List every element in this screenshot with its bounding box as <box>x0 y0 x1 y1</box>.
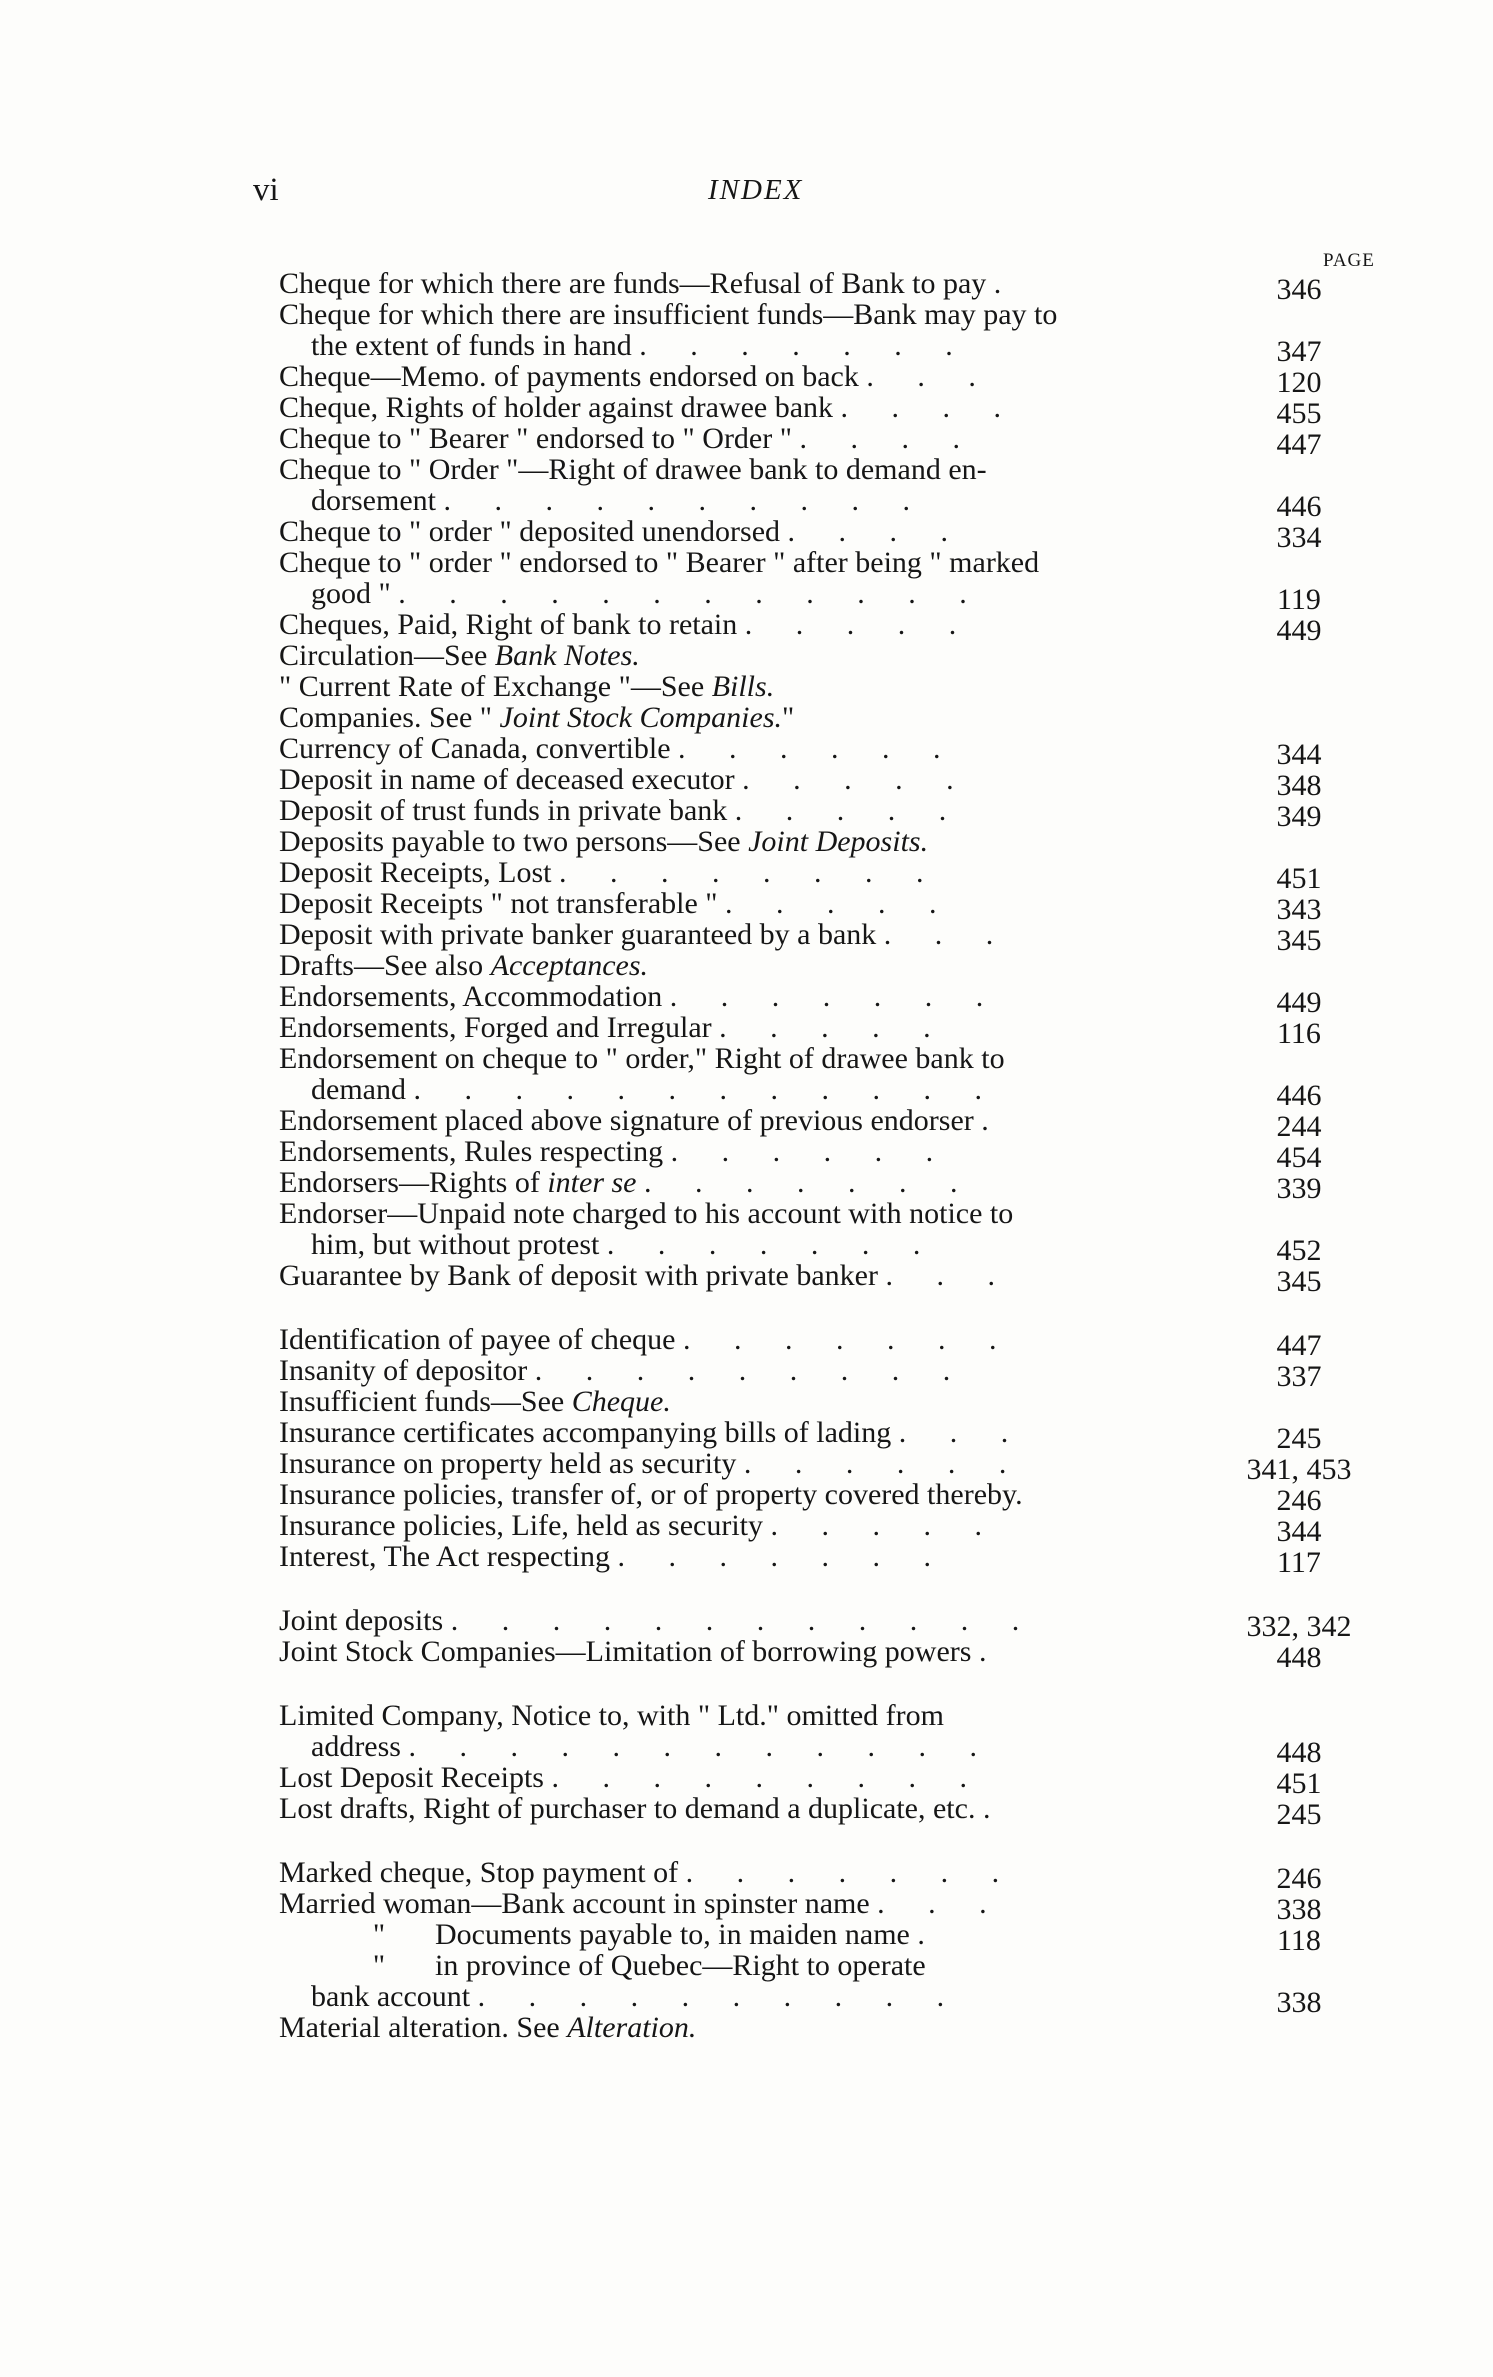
dot-leader: . . . . . <box>742 763 972 796</box>
entry-text <box>279 826 1209 857</box>
entry-heading <box>279 857 1209 888</box>
index-section <box>279 1323 1374 1579</box>
index-section <box>279 1857 1374 2043</box>
entry-label: Joint deposits <box>279 1604 444 1637</box>
index-section <box>279 267 1374 1298</box>
dot-leader: . <box>978 1635 1005 1668</box>
dot-leader: . . . <box>877 1887 1005 1920</box>
entry-text <box>279 1012 1209 1043</box>
index-entry <box>279 546 1374 616</box>
page-number: 447 <box>1276 428 1322 461</box>
entry-label: Endorsements, Forged and Irregular <box>279 1011 712 1044</box>
page-number: 346 <box>1276 273 1322 306</box>
entry-heading <box>279 1448 1209 1479</box>
entry-text <box>279 1762 1209 1793</box>
continuation-text: dorsement <box>311 484 436 517</box>
entry-heading <box>279 795 1209 826</box>
entry-text <box>279 733 1209 764</box>
index-entry <box>279 1166 1374 1205</box>
index-entry <box>279 422 1374 461</box>
entry-label: Cheques, Paid, Right of bank to retain <box>279 608 738 641</box>
index-entry <box>279 360 1374 399</box>
entry-text <box>279 764 1209 795</box>
page-number: 448 <box>1276 1736 1322 1769</box>
page-column-label: PAGE <box>1323 250 1375 271</box>
index-entry <box>279 671 1374 702</box>
entry-label: Companies. See " <box>279 701 500 734</box>
entry-text <box>279 1793 1209 1824</box>
index-entry <box>279 298 1374 368</box>
entry-heading <box>279 1479 1209 1510</box>
entry-label: Lost drafts, Right of purchaser to demand a duplicate, etc. <box>279 1792 976 1825</box>
entry-label: Cheque to " order " endorsed to " Bearer " after being " marked <box>279 546 1040 579</box>
index-entry <box>279 1949 1374 2019</box>
entry-heading <box>279 764 1209 795</box>
entry-label: Insurance on property held as security <box>279 1447 737 1480</box>
entry-heading <box>279 1105 1209 1136</box>
entry-text <box>279 1857 1209 1888</box>
entry-text <box>279 950 1209 981</box>
page-number: 117 <box>1277 1546 1321 1579</box>
entry-text <box>279 423 1209 454</box>
entry-heading <box>279 1950 1209 1981</box>
ditto-mark: " <box>372 1949 386 1982</box>
page-number: 347 <box>1276 335 1322 368</box>
entry-label: Endorsements, Rules respecting <box>279 1135 664 1168</box>
entry-heading <box>279 826 1209 857</box>
entry-label: Endorsement placed above signature of previous endorser <box>279 1104 974 1137</box>
entry-text <box>279 1700 1209 1762</box>
page-number: 348 <box>1276 769 1322 802</box>
entry-text <box>279 795 1209 826</box>
index-entry <box>279 1761 1374 1800</box>
entry-label: Insanity of depositor <box>279 1354 528 1387</box>
index-entry <box>279 1042 1374 1112</box>
index-entry <box>279 1135 1374 1174</box>
entry-label: Deposit Receipts, Lost <box>279 856 552 889</box>
entry-text <box>279 1136 1209 1167</box>
entry-label: Deposit in name of deceased executor <box>279 763 735 796</box>
dot-leader: . . . . . . . <box>606 1228 939 1261</box>
entry-heading <box>279 1386 1209 1417</box>
entry-heading <box>279 1417 1209 1448</box>
entry-label: Endorser—Unpaid note charged to his account with notice to <box>279 1197 1014 1230</box>
cross-reference: Alteration. <box>567 2011 697 2044</box>
entry-heading <box>279 299 1209 330</box>
entry-text <box>279 268 1209 299</box>
index-entry <box>279 856 1374 895</box>
entry-heading <box>279 950 1209 981</box>
page-number: 341, 453 <box>1246 1453 1352 1486</box>
dot-leader: . . . . . <box>725 887 955 920</box>
page-number: 246 <box>1276 1484 1322 1517</box>
entry-text <box>279 1510 1209 1541</box>
entry-text <box>279 702 1209 733</box>
continuation-text: him, but without protest <box>311 1228 600 1261</box>
entry-label: Deposit with private banker guaranteed by a bank <box>279 918 877 951</box>
dot-leader: . . . . <box>840 391 1020 424</box>
entry-label: Cheque to " order " deposited unendorsed <box>279 515 781 548</box>
index-entry <box>279 1918 1374 1957</box>
dot-leader: . <box>993 267 1020 300</box>
entry-label: Joint Stock Companies—Limitation of borrowing powers <box>279 1635 972 1668</box>
entry-text <box>279 1541 1209 1572</box>
entry-continuation <box>279 578 1209 609</box>
continuation-text: bank account <box>311 1980 471 2013</box>
dot-leader: . . . <box>885 1259 1013 1292</box>
entry-label: Endorsers—Rights of <box>279 1166 548 1199</box>
entry-heading <box>279 1355 1209 1386</box>
entry-heading <box>279 1167 1209 1198</box>
page-number: 245 <box>1276 1422 1322 1455</box>
page-number: 118 <box>1277 1924 1321 1957</box>
entry-continuation <box>279 485 1209 516</box>
page-number: 338 <box>1276 1893 1322 1926</box>
index-entry <box>279 608 1374 647</box>
dot-leader: . . . . . . . . . . . . <box>398 577 985 610</box>
index-entry <box>279 826 1374 857</box>
page-number: 446 <box>1276 1079 1322 1112</box>
entry-text <box>279 1167 1209 1198</box>
cross-reference: Acceptances. <box>490 949 649 982</box>
cross-reference: inter se <box>547 1166 637 1199</box>
entry-label: " Current Rate of Exchange "—See <box>279 670 712 703</box>
entry-text <box>279 547 1209 609</box>
entry-heading <box>279 1043 1209 1074</box>
dot-leader: . . . . . <box>719 1011 949 1044</box>
dot-leader: . . . <box>866 360 994 393</box>
index-entry <box>279 1386 1374 1417</box>
entry-text <box>279 1479 1209 1510</box>
page-number: 339 <box>1276 1172 1322 1205</box>
entry-heading <box>279 640 1209 671</box>
entry-label: in province of Quebec—Right to operate <box>435 1949 926 1982</box>
page-number: 454 <box>1276 1141 1322 1174</box>
page-number: 448 <box>1276 1641 1322 1674</box>
entry-text <box>279 671 1209 702</box>
index-section <box>279 1604 1374 1674</box>
entry-label: Cheque—Memo. of payments endorsed on back <box>279 360 859 393</box>
entry-heading <box>279 1919 1209 1950</box>
dot-leader: . <box>982 1792 1009 1825</box>
entry-label: Married woman—Bank account in spinster name <box>279 1887 870 1920</box>
index-entry <box>279 1197 1374 1267</box>
cross-reference: Joint Stock Companies. <box>499 701 782 734</box>
dot-leader: . . . . . . <box>670 1135 952 1168</box>
entry-label: Insufficient funds—See <box>279 1385 572 1418</box>
entry-label: Cheque to " Bearer " endorsed to " Order " <box>279 422 792 455</box>
entry-text <box>279 454 1209 516</box>
page-number: 349 <box>1276 800 1322 833</box>
page-number: 338 <box>1276 1986 1322 2019</box>
entry-label: Cheque for which there are funds—Refusal of Bank to pay <box>279 267 987 300</box>
entry-text <box>279 857 1209 888</box>
entry-continuation <box>279 1981 1209 2012</box>
entry-label: Insurance policies, transfer of, or of property covered thereby. <box>279 1478 1023 1511</box>
dot-leader: . . . . . . . . . <box>551 1761 985 1794</box>
page-number: 455 <box>1276 397 1322 430</box>
index-entry <box>279 980 1374 1019</box>
cross-reference: Bank Notes. <box>494 639 640 672</box>
entry-heading <box>279 1198 1209 1229</box>
index-entry <box>279 2012 1374 2043</box>
dot-leader: . . . . . . . . . . <box>477 1980 963 2013</box>
entry-label: Cheque for which there are insufficient funds—Bank may pay to <box>279 298 1058 331</box>
page-number: 337 <box>1276 1360 1322 1393</box>
entry-heading <box>279 454 1209 485</box>
continuation-text: good " <box>311 577 391 610</box>
entry-label: Endorsement on cheque to " order," Right of drawee bank to <box>279 1042 1005 1075</box>
page-number: 451 <box>1276 1767 1322 1800</box>
entry-heading <box>279 609 1209 640</box>
entry-label: Material alteration. See <box>279 2011 568 2044</box>
index-entry <box>279 1416 1374 1455</box>
page-number: 446 <box>1276 490 1322 523</box>
dot-leader: . . . <box>898 1416 1027 1449</box>
page-number: 334 <box>1276 521 1322 554</box>
entry-text <box>279 1950 1209 2012</box>
entry-heading <box>279 1700 1209 1731</box>
entry-heading <box>279 733 1209 764</box>
dot-leader: . . . <box>883 918 1012 951</box>
page-number: 244 <box>1276 1110 1322 1143</box>
entry-label: Marked cheque, Stop payment of <box>279 1856 679 1889</box>
entry-heading <box>279 1762 1209 1793</box>
index-entry <box>279 1792 1374 1831</box>
page-number: 344 <box>1276 1515 1322 1548</box>
page-number: 343 <box>1276 893 1322 926</box>
index-entry <box>279 887 1374 926</box>
dot-leader: . . . . . . . <box>682 1323 1015 1356</box>
entry-label: Identification of payee of cheque <box>279 1323 676 1356</box>
entry-label: Guarantee by Bank of deposit with private banker <box>279 1259 878 1292</box>
entry-text <box>279 361 1209 392</box>
entry-text <box>279 1198 1209 1260</box>
page-number: 447 <box>1276 1329 1322 1362</box>
entry-text <box>279 516 1209 547</box>
entry-label: Interest, The Act respecting <box>279 1540 610 1573</box>
entry-heading <box>279 1136 1209 1167</box>
index-entry <box>279 702 1374 733</box>
entry-heading <box>279 1636 1209 1667</box>
dot-leader: . . . . . <box>734 794 965 827</box>
page-number: 246 <box>1276 1862 1322 1895</box>
entry-text <box>279 1386 1209 1417</box>
dot-leader: . . . . . <box>744 608 975 641</box>
entry-label: Deposit Receipts " not transferable " <box>279 887 718 920</box>
entry-heading <box>279 1012 1209 1043</box>
page-number: 245 <box>1276 1798 1322 1831</box>
entry-label: Insurance policies, Life, held as security <box>279 1509 763 1542</box>
dot-leader: . . . . . . . . . . <box>443 484 928 517</box>
index-entry <box>279 391 1374 430</box>
index-entry <box>279 267 1374 306</box>
dot-leader: . . . . . . . <box>685 1856 1018 1889</box>
entry-text <box>279 1043 1209 1105</box>
entry-heading <box>279 888 1209 919</box>
page-number: 451 <box>1276 862 1322 895</box>
index-entry <box>279 1104 1374 1143</box>
entry-label: Currency of Canada, convertible <box>279 732 671 765</box>
dot-leader: . . . . . . . <box>669 980 1002 1013</box>
index-entry <box>279 1478 1374 1517</box>
dot-leader: . <box>917 1918 943 1951</box>
entry-heading <box>279 1888 1209 1919</box>
entry-text <box>279 919 1209 950</box>
entry-heading <box>279 361 1209 392</box>
entry-text <box>279 640 1209 671</box>
dot-leader: . . . . . . . . . . . . <box>450 1604 1038 1637</box>
index-entry <box>279 1509 1374 1548</box>
index-entry <box>279 1856 1374 1895</box>
entry-label: Drafts—See also <box>279 949 491 982</box>
page-number: 449 <box>1276 614 1322 647</box>
entry-heading <box>279 1510 1209 1541</box>
index-entry <box>279 1011 1374 1050</box>
index-entry <box>279 453 1374 523</box>
entry-label: Limited Company, Notice to, with " Ltd." omitted from <box>279 1699 944 1732</box>
entry-heading <box>279 919 1209 950</box>
entry-heading <box>279 702 1209 733</box>
dot-leader: . . . . . . . <box>643 1166 976 1199</box>
page-number: 116 <box>1277 1017 1321 1050</box>
cross-reference: Bills. <box>711 670 775 703</box>
index-entry <box>279 1447 1374 1486</box>
index-entry <box>279 950 1374 981</box>
entry-label: Insurance certificates accompanying bills of lading <box>279 1416 892 1449</box>
index-entry <box>279 918 1374 957</box>
continuation-text: demand <box>311 1073 406 1106</box>
entry-text <box>279 1260 1209 1291</box>
dot-leader: . . . . . . . <box>639 329 971 362</box>
entry-text <box>279 981 1209 1012</box>
ditto-mark: " <box>372 1918 386 1951</box>
index-entry <box>279 1259 1374 1298</box>
entry-heading <box>279 1260 1209 1291</box>
entry-text <box>279 2012 1209 2043</box>
index-entry <box>279 794 1374 833</box>
continuation-text: address <box>311 1730 401 1763</box>
page-number: 449 <box>1276 986 1322 1019</box>
entry-continuation <box>279 330 1209 361</box>
entry-heading <box>279 392 1209 423</box>
closing-quote: " <box>782 701 795 734</box>
index-entry <box>279 1635 1374 1674</box>
dot-leader: . . . . . <box>770 1509 1000 1542</box>
entry-text <box>279 1355 1209 1386</box>
index-entry <box>279 763 1374 802</box>
cross-reference: Cheque. <box>571 1385 671 1418</box>
dot-leader: . . . . . . . . . <box>534 1354 969 1387</box>
dot-leader: . <box>981 1104 1007 1137</box>
index-list <box>279 268 1374 2076</box>
index-entry <box>279 1887 1374 1926</box>
index-entry <box>279 515 1374 554</box>
entry-text <box>279 299 1209 361</box>
dot-leader: . . . . . . <box>743 1447 1025 1480</box>
page-number: 332, 342 <box>1246 1610 1352 1643</box>
entry-heading <box>279 671 1209 702</box>
entry-text <box>279 1888 1209 1919</box>
running-head: INDEX <box>708 174 804 206</box>
dot-leader: . . . . . . . . . . . . <box>408 1730 995 1763</box>
index-entry <box>279 640 1374 671</box>
index-entry <box>279 1540 1374 1579</box>
entry-heading <box>279 268 1209 299</box>
entry-heading <box>279 547 1209 578</box>
entry-text <box>279 392 1209 423</box>
entry-continuation <box>279 1074 1209 1105</box>
page-folio: vi <box>253 172 279 208</box>
index-entry <box>279 1604 1374 1643</box>
continuation-text: the extent of funds in hand <box>311 329 632 362</box>
page-number: 344 <box>1276 738 1322 771</box>
entry-heading <box>279 2012 1209 2043</box>
entry-text <box>279 1105 1209 1136</box>
index-entry <box>279 1699 1374 1769</box>
entry-heading <box>279 1324 1209 1355</box>
entry-label: Deposits payable to two persons—See <box>279 825 749 858</box>
entry-continuation <box>279 1229 1209 1260</box>
entry-text <box>279 1448 1209 1479</box>
entry-heading <box>279 516 1209 547</box>
page-number: 119 <box>1277 583 1321 616</box>
entry-heading <box>279 1857 1209 1888</box>
dot-leader: . . . . . . <box>678 732 959 765</box>
entry-text <box>279 1417 1209 1448</box>
entry-text <box>279 1919 1209 1950</box>
page-number: 452 <box>1276 1234 1322 1267</box>
entry-text <box>279 1605 1209 1636</box>
entry-text <box>279 888 1209 919</box>
dot-leader: . . . . . . . <box>617 1540 949 1573</box>
dot-leader: . . . . . . . . . . . . <box>413 1073 1000 1106</box>
entry-heading <box>279 1793 1209 1824</box>
entry-text <box>279 1324 1209 1355</box>
entry-label: Cheque to " Order "—Right of drawee bank to demand en- <box>279 453 987 486</box>
index-entry <box>279 732 1374 771</box>
entry-label: Circulation—See <box>279 639 495 672</box>
cross-reference: Joint Deposits. <box>748 825 929 858</box>
entry-text <box>279 1636 1209 1667</box>
page-number: 345 <box>1276 1265 1322 1298</box>
dot-leader: . . . . <box>799 422 978 455</box>
entry-text <box>279 609 1209 640</box>
entry-label: Deposit of trust funds in private bank <box>279 794 728 827</box>
page-number: 345 <box>1276 924 1322 957</box>
page-number: 120 <box>1276 366 1322 399</box>
entry-label: Lost Deposit Receipts <box>279 1761 544 1794</box>
entry-label: Documents payable to, in maiden name <box>435 1918 910 1951</box>
entry-label: Endorsements, Accommodation <box>279 980 663 1013</box>
entry-label: Cheque, Rights of holder against drawee bank <box>279 391 834 424</box>
index-section <box>279 1699 1374 1831</box>
dot-leader: . . . . <box>787 515 967 548</box>
index-entry <box>279 1323 1374 1362</box>
dot-leader: . . . . . . . . <box>558 856 942 889</box>
entry-heading <box>279 1605 1209 1636</box>
entry-continuation <box>279 1731 1209 1762</box>
entry-heading <box>279 423 1209 454</box>
entry-heading <box>279 1541 1209 1572</box>
entry-heading <box>279 981 1209 1012</box>
index-entry <box>279 1354 1374 1393</box>
